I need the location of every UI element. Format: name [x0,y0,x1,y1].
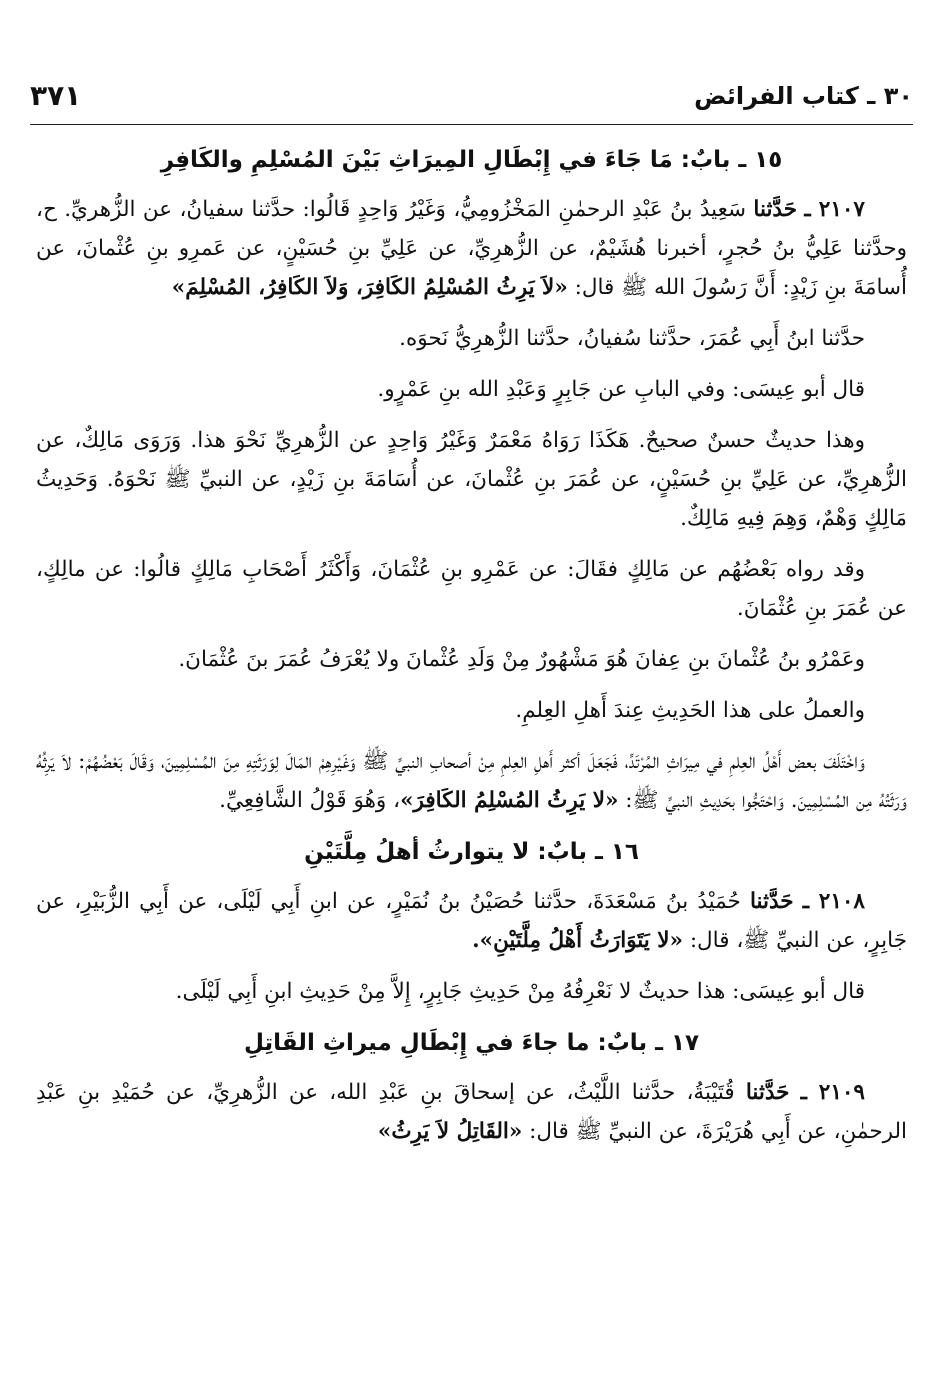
hadith-2108 [36,882,907,960]
hadith-quote: «لاَ يَرِثُ المُسْلِمُ الكَافِرَ، وَلاَ الكَافِرُ، المُسْلِمَ» [171,275,568,300]
hadith-quote: «لا يَرِثُ المُسْلِمُ الكَافِرَ» [400,788,619,813]
hadith-text: قُتَيْبَةُ، حدَّثنا اللَّيْثُ، عن إسحاقَ بنِ عَبْدِ الله، عن الزُّهرِيِّ، عن حُمَيْدِ بنِ عَبْدِ الرحمٰنِ، عن أَبِي هُرَيْرَةَ، عن النبيِّ ﷺ قال: [36,1080,907,1144]
narration-keyword: حَدَّثنا [745,1080,790,1105]
narration-keyword: حَدَّثنا [753,197,798,222]
hadith-text: حُمَيْدُ بنُ مَسْعَدَةَ، حدَّثنا حُصَيْنُ بنُ نُمَيْرٍ، عن ابنِ أَبِي لَيْلَى، عن أَبِي الزُّبَيْرِ، عن جَابِرٍ، عن النبيِّ ﷺ، قال: [36,889,907,953]
paragraph: وهذا حديثٌ حسنٌ صحيحٌ. هَكَذَا رَوَاهُ مَعْمَرٌ وَغَيْرُ وَاحِدٍ عن الزُّهرِيِّ نَحْوَ هذا. وَرَوَى مَالِكٌ، عن الزُّهرِيِّ، عن عَلِيِّ بنِ حُسَيْنٍ، عن عُمَرَ بنِ عُثْمانَ، عن أُسَامَةَ بنِ زَيْدٍ، عن النبيِّ ﷺ نَحْوَهُ. وَحَدِيثُ مَالِكٍ وَهْمٌ، وَهِمَ فِيهِ مَالِكٌ. [36,428,907,531]
hadith-2107 [36,190,907,307]
header-divider [30,124,913,125]
paragraph: قال أبو عِيسَى: وفي البابِ عن جَابِرٍ وَعَبْدِ الله بنِ عَمْرٍو. [377,377,865,402]
hadith-quote: «القَاتِلُ لاَ يَرِثُ» [377,1119,523,1144]
hadith-number: ٢١٠٧ ـ [804,197,865,222]
paragraph: قال أبو عِيسَى: هذا حديثٌ لا نَعْرِفُهُ مِنْ حَدِيثِ جَابِرٍ، إِلاَّ مِنْ حَدِيثِ ابنِ أَبِي لَيْلَى. [175,979,865,1004]
paragraph-text: وَاخْتَلَفَ بعض أَهْلُ العِلمِ في مِيرَاثِ المُرْتَدِّ، فَجَعَلَ أكثر أَهلِ العِلمِ مِنْ أصحابِ النبيِّ ﷺ وَغَيْرِهِمْ المَالَ لِوَرَثَتِهِ مِنَ المُسْلِمِينَ، وَقَالَ بَعْضُهُمْ: لاَ يَرِثُهُ وَرَثَتُهُ مِن المُسْلِمِينَ. وَاحْتَجُّوا بحَدِيثِ النبيِّ ﷺ: [36,749,907,813]
page-header [30,58,913,120]
paragraph: وعَمْرُو بنُ عُثْمانَ بنِ عِفانَ هُوَ مَشْهُورٌ مِنْ وَلَدِ عُثْمانَ ولا يُعْرَفُ عُمَرَ بنَ عُثْمَانَ. [178,647,865,672]
hadith-2109 [36,1073,907,1151]
hadith-number: ٢١٠٩ ـ [800,1080,865,1105]
narration-keyword: حَدَّثنا [749,889,794,914]
section-title-15: ١٥ ـ بابٌ: مَا جَاءَ في إِبْطَالِ المِيرَاثِ بَيْنَ المُسْلِمِ والكَافِرِ [160,147,783,173]
paragraph [36,742,907,820]
section-title-17: ١٧ ـ بابٌ: ما جاءَ في إِبْطَالِ ميراثِ القَاتِلِ [243,1030,700,1056]
paragraph: والعملُ على هذا الحَدِيثِ عِندَ أَهلِ العِلمِ. [515,698,865,723]
hadith-quote: «لا يَتَوَارَثُ أَهْلُ مِلَّتَيْنِ». [472,928,683,953]
section-title-16: ١٦ ـ بابٌ: لا يتوارثُ أهلُ مِلَّتَيْنِ [304,839,639,865]
paragraph: حدَّثنا ابنُ أَبِي عُمَرَ، حدَّثنا سُفيانُ، حدَّثنا الزُّهرِيُّ نَحوَه. [399,326,865,351]
paragraph-text: ، وَهُوَ قَوْلُ الشَّافِعِيِّ. [219,788,401,813]
paragraph: وقد رواه بَعْضُهُم عن مَالِكٍ فقَالَ: عن عَمْرِو بنِ عُثْمَانَ، وَأَكْثَرُ أَصْحَابِ مَالِكٍ قالُوا: عن مالِكٍ، عن عُمَرَ بنِ عُثْمَانَ. [36,557,907,621]
page-number: ٣٧١ [30,79,82,112]
chapter-title: ٣٠ ـ كتاب الفرائض [694,82,913,110]
hadith-text: سَعِيدُ بنُ عَبْدِ الرحمٰنِ المَخْزُومِيُّ، وَغَيْرُ وَاحِدٍ قَالُوا: حدَّثنا سفيانُ، عن الزُّهريِّ. ح، وحدَّثنا عَلِيُّ بنُ حُجرٍ، أخبرنا هُشَيْمٌ، عن الزُّهرِيِّ، عن عَلِيِّ بنِ حُسَيْنٍ، عن عَمرِو بنِ عُثْمانَ، عن أُسامَةَ بنِ زَيْدٍ: أَنَّ رَسُولَ الله ﷺ قال: [36,197,907,300]
hadith-number: ٢١٠٨ ـ [802,889,865,914]
page-content [36,138,907,1345]
